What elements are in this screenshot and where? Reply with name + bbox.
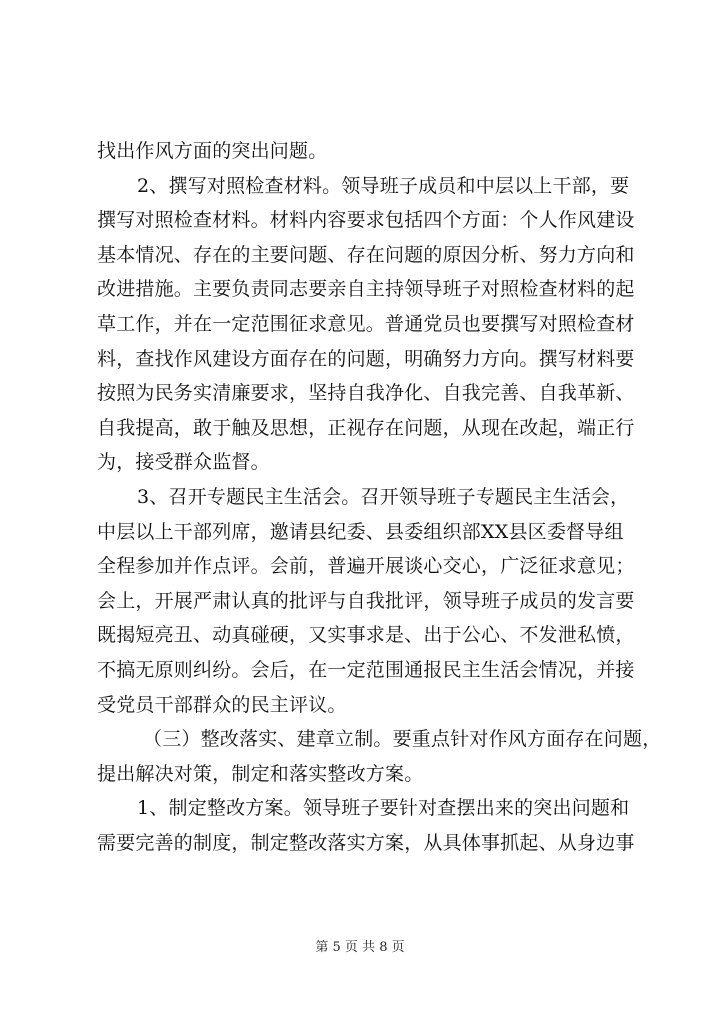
text-line: 受党员干部群众的民主评议。	[97, 693, 347, 716]
section-heading-line: （三）整改落实、建章立制。要重点针对作风方面存在问题，	[143, 728, 662, 751]
text-line: 全程参加并作点评。会前，普遍开展谈心交心，广泛征求意见；	[97, 555, 635, 578]
text-line: 不搞无原则纠纷。会后，在一定范围通报民主生活会情况，并接	[97, 658, 635, 681]
text-line: 草工作，并在一定范围征求意见。普通党员也要撰写对照检查材	[97, 312, 635, 335]
text-line: 1、制定整改方案。领导班子要针对查摆出来的突出问题和	[137, 797, 630, 820]
text-line: 既揭短亮丑、动真碰硬，又实事求是、出于公心、不发泄私愤，	[97, 624, 635, 647]
text-line: 改进措施。主要负责同志要亲自主持领导班子对照检查材料的起	[97, 278, 635, 301]
document-body	[97, 134, 662, 860]
text-line: 2、撰写对照检查材料。领导班子成员和中层以上干部，要	[137, 174, 630, 197]
text-line: 撰写对照检查材料。材料内容要求包括四个方面：个人作风建设	[97, 209, 635, 232]
text-line: 按照为民务实清廉要求，坚持自我净化、自我完善、自我革新、	[97, 382, 635, 405]
text-line: 料，查找作风建设方面存在的问题，明确努力方向。撰写材料要	[97, 347, 635, 370]
text-line: 会上，开展严肃认真的批评与自我批评，领导班子成员的发言要	[97, 589, 635, 612]
text-line: 为，接受群众监督。	[97, 451, 270, 474]
text-line: 3、召开专题民主生活会。召开领导班子专题民主生活会，	[137, 485, 630, 508]
text-line: 中层以上干部列席，邀请县纪委、县委组织部XX县区委督导组	[97, 520, 624, 543]
text-line: 基本情况、存在的主要问题、存在问题的原因分析、努力方向和	[97, 243, 635, 266]
text-line: 自我提高，敢于触及思想，正视存在问题，从现在改起，端正行	[97, 416, 635, 439]
page-number-footer: 第 5 页 共 8 页	[315, 940, 405, 955]
text-line: 找出作风方面的突出问题。	[97, 140, 328, 162]
text-line: 提出解决对策，制定和落实整改方案。	[97, 762, 424, 785]
text-line: 需要完善的制度，制定整改落实方案，从具体事抓起、从身边事	[97, 831, 635, 854]
